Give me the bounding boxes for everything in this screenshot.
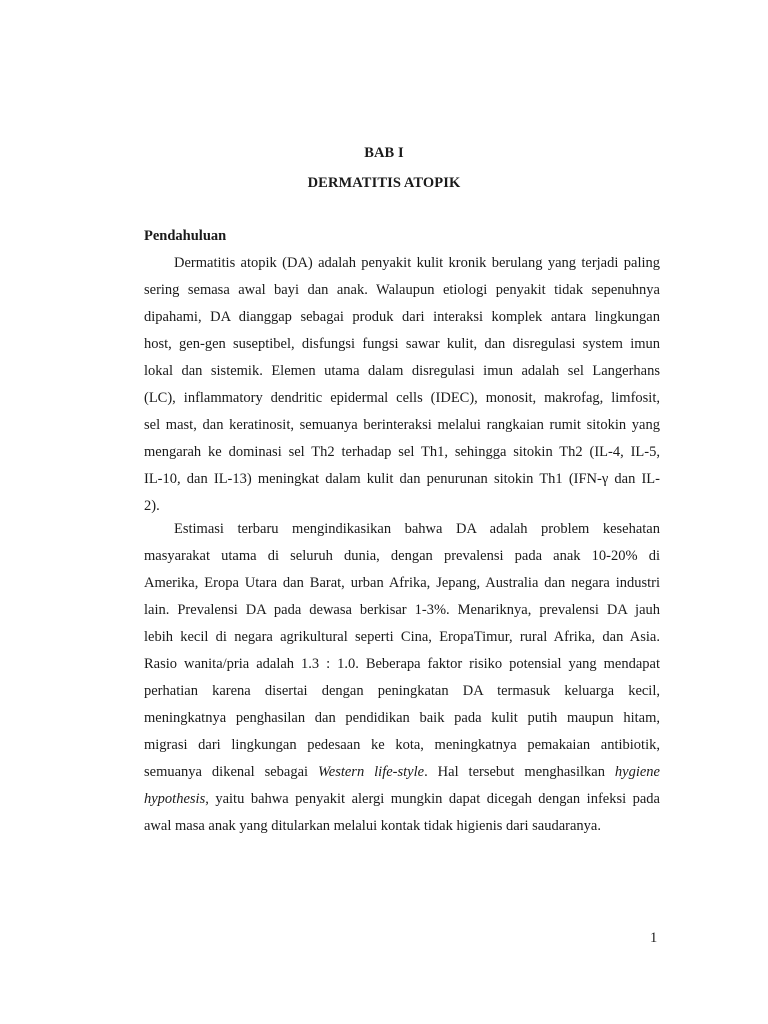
paragraph-line: Dermatitis atopik (DA) adalah penyakit kulit kronik berulang yang terjadi paling [174,255,660,271]
paragraph-line: lebih kecil di negara agrikultural seperti Cina, EropaTimur, rural Afrika, dan Asia. [144,629,660,645]
paragraph-line: host, gen-gen suseptibel, disfungsi fungsi sawar kulit, dan disregulasi system imun [144,336,660,352]
chapter-number: BAB I [364,145,404,161]
paragraph-line: 2). [144,498,160,514]
paragraph-line: migrasi dari lingkungan pedesaan ke kota, meningkatnya pemakaian antibiotik, [144,737,660,753]
paragraph-line [144,786,660,813]
page-number: 1 [650,930,658,946]
paragraph-line: perhatian karena disertai dengan peningkatan DA termasuk keluarga kecil, [144,683,660,699]
paragraph-line: (LC), inflammatory dendritic epidermal cells (IDEC), monosit, makrofag, limfosit, [144,390,660,406]
paragraph-line: mengarah ke dominasi sel Th2 terhadap sel Th1, sehingga sitokin Th2 (IL-4, IL-5, [144,444,660,460]
chapter-title: DERMATITIS ATOPIK [307,175,461,191]
paragraph-line: masyarakat utama di seluruh dunia, dengan prevalensi pada anak 10-20% di [144,548,660,564]
paragraph-line: sering semasa awal bayi dan anak. Walaupun etiologi penyakit tidak sepenuhnya [144,282,660,298]
text-run: . Hal tersebut menghasilkan [424,764,615,780]
paragraph-line: dipahami, DA dianggap sebagai produk dari interaksi komplek antara lingkungan [144,309,660,325]
paragraph-line: awal masa anak yang ditularkan melalui kontak tidak higienis dari saudaranya. [144,818,601,834]
italic-term: Western life-style [318,764,425,780]
paragraph-line: IL-10, dan IL-13) meningkat dalam kulit dan penurunan sitokin Th1 (IFN-γ dan IL- [144,471,660,487]
paragraph-line: lokal dan sistemik. Elemen utama dalam disregulasi imun adalah sel Langerhans [144,363,660,379]
section-title: Pendahuluan [144,228,227,244]
paragraph-line: lain. Prevalensi DA pada dewasa berkisar 1-3%. Menariknya, prevalensi DA jauh [144,602,660,618]
paragraph-line: sel mast, dan keratinosit, semuanya berinteraksi melalui rangkaian rumit sitokin yang [144,417,660,433]
italic-term: hypothesis [144,791,206,807]
text-run: semuanya dikenal sebagai [144,764,319,780]
italic-term: hygiene [614,764,660,780]
paragraph-line: meningkatnya penghasilan dan pendidikan baik pada kulit putih maupun hitam, [144,710,660,726]
paragraph-1 [144,250,660,520]
paragraph-line: Estimasi terbaru mengindikasikan bahwa DA adalah problem kesehatan [174,521,660,537]
paragraph-line: Amerika, Eropa Utara dan Barat, urban Afrika, Jepang, Australia dan negara industri [144,575,660,591]
paragraph-line [144,759,660,786]
paragraph-line: Rasio wanita/pria adalah 1.3 : 1.0. Beberapa faktor risiko potensial yang mendapat [144,656,660,672]
text-run: , yaitu bahwa penyakit alergi mungkin dapat dicegah dengan infeksi pada [205,791,660,807]
paragraph-2 [144,516,660,840]
